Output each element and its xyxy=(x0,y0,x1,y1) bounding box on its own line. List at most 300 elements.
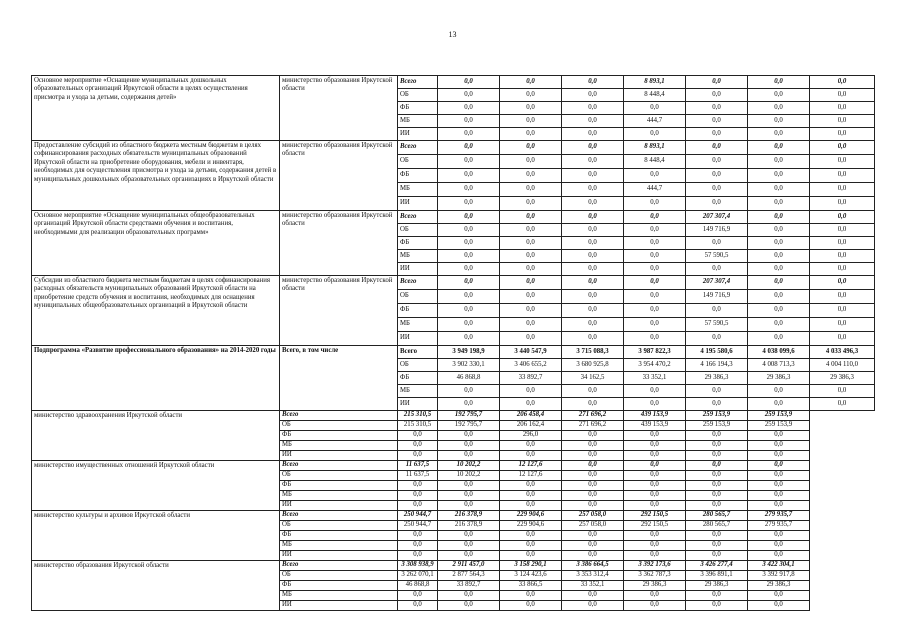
amount-cell: 0,0 xyxy=(624,197,686,211)
amount-cell: 0,0 xyxy=(438,290,500,304)
amount-cell: 0,0 xyxy=(748,89,810,102)
amount-cell: 149 716,9 xyxy=(686,224,748,237)
amount-cell: 0,0 xyxy=(810,290,875,304)
amount-cell: 0,0 xyxy=(748,541,810,551)
amount-cell: 0,0 xyxy=(438,531,500,541)
amount-cell: 0,0 xyxy=(810,115,875,128)
funding-source: Всего xyxy=(280,411,398,421)
table-row xyxy=(32,511,875,521)
amount-cell: 0,0 xyxy=(624,263,686,276)
amount-cell: 0,0 xyxy=(438,304,500,318)
amount-cell: 0,0 xyxy=(562,318,624,332)
funding-source: ИИ xyxy=(398,197,438,211)
amount-cell: 0,0 xyxy=(562,441,624,451)
amount-cell: 0,0 xyxy=(500,601,562,611)
amount-cell: 216 378,9 xyxy=(438,511,500,521)
financing-table xyxy=(31,75,875,611)
amount-cell: 0,0 xyxy=(438,501,500,511)
table-row xyxy=(32,461,875,471)
amount-cell: 0,0 xyxy=(500,398,562,411)
amount-cell: 0,0 xyxy=(748,332,810,346)
funding-source: ФБ xyxy=(398,304,438,318)
amount-cell: 0,0 xyxy=(624,398,686,411)
amount-cell: 46 868,8 xyxy=(398,581,438,591)
activity-name: Основное мероприятие «Оснащение муниципальных дошкольных образовательных организаций Иркутской области в целях осуществления присмотра и ухода за детьми, содержания детей» xyxy=(32,76,280,141)
amount-cell: 0,0 xyxy=(686,461,748,471)
amount-cell: 0,0 xyxy=(748,591,810,601)
amount-cell: 0,0 xyxy=(500,531,562,541)
amount-cell: 0,0 xyxy=(624,237,686,250)
amount-cell: 0,0 xyxy=(562,491,624,501)
amount-cell: 0,0 xyxy=(686,263,748,276)
responsible-executor: Всего, в том числе xyxy=(280,346,398,411)
amount-cell: 0,0 xyxy=(748,115,810,128)
table-row xyxy=(32,346,875,359)
amount-cell: 0,0 xyxy=(438,451,500,461)
funding-source: МБ xyxy=(280,441,398,451)
amount-cell: 250 944,7 xyxy=(398,511,438,521)
amount-cell: 0,0 xyxy=(398,491,438,501)
funding-source: ФБ xyxy=(398,102,438,115)
amount-cell: 3 715 088,3 xyxy=(562,346,624,359)
funding-source: ОБ xyxy=(280,421,398,431)
amount-cell: 206 162,4 xyxy=(500,421,562,431)
responsible-executor: министерство образования Иркутской области xyxy=(280,76,398,141)
amount-cell: 0,0 xyxy=(748,276,810,290)
responsible-executor: министерство здравоохранения Иркутской области xyxy=(32,411,280,461)
amount-cell: 0,0 xyxy=(438,183,500,197)
responsible-executor: министерство образования Иркутской области xyxy=(280,141,398,211)
funding-source: ИИ xyxy=(398,263,438,276)
amount-cell: 0,0 xyxy=(562,431,624,441)
activity-name: Предоставление субсидий из областного бюджета местным бюджетам в целях софинансирования расходных обязательств муниципальных образований Иркутской области на приобретение оборудования, мебели и инвентаря, необходимых для осуществления присмотра и ухода за детьми, содержания детей в муниципальных дошкольных образовательных организациях в Иркутской области xyxy=(32,141,280,211)
amount-cell: 0,0 xyxy=(562,263,624,276)
amount-cell: 0,0 xyxy=(500,102,562,115)
amount-cell: 0,0 xyxy=(624,211,686,224)
amount-cell: 0,0 xyxy=(438,224,500,237)
amount-cell: 3 308 938,9 xyxy=(398,561,438,571)
amount-cell: 0,0 xyxy=(624,531,686,541)
amount-cell: 0,0 xyxy=(562,76,624,89)
amount-cell: 0,0 xyxy=(810,263,875,276)
amount-cell: 0,0 xyxy=(438,276,500,290)
amount-cell: 0,0 xyxy=(686,385,748,398)
amount-cell: 0,0 xyxy=(686,531,748,541)
amount-cell: 0,0 xyxy=(562,290,624,304)
amount-cell: 0,0 xyxy=(686,451,748,461)
funding-source: ИИ xyxy=(398,128,438,141)
amount-cell: 0,0 xyxy=(748,318,810,332)
amount-cell: 0,0 xyxy=(500,211,562,224)
amount-cell: 0,0 xyxy=(562,385,624,398)
amount-cell: 10 202,2 xyxy=(438,471,500,481)
amount-cell: 0,0 xyxy=(398,601,438,611)
amount-cell: 0,0 xyxy=(686,551,748,561)
responsible-executor: министерство имущественных отношений Иркутской области xyxy=(32,461,280,511)
amount-cell: 0,0 xyxy=(624,276,686,290)
amount-cell: 0,0 xyxy=(500,304,562,318)
amount-cell: 0,0 xyxy=(624,431,686,441)
funding-source: Всего xyxy=(398,276,438,290)
responsible-executor: министерство образования Иркутской области xyxy=(32,561,280,611)
amount-cell: 4 195 580,6 xyxy=(686,346,748,359)
amount-cell: 0,0 xyxy=(748,290,810,304)
amount-cell: 29 386,3 xyxy=(686,581,748,591)
amount-cell: 0,0 xyxy=(500,169,562,183)
amount-cell: 11 637,5 xyxy=(398,461,438,471)
amount-cell: 0,0 xyxy=(398,481,438,491)
funding-source: Всего xyxy=(398,211,438,224)
amount-cell: 0,0 xyxy=(500,183,562,197)
amount-cell: 0,0 xyxy=(562,128,624,141)
amount-cell: 259 153,9 xyxy=(748,421,810,431)
amount-cell: 0,0 xyxy=(686,89,748,102)
amount-cell: 12 127,6 xyxy=(500,461,562,471)
amount-cell: 0,0 xyxy=(748,501,810,511)
amount-cell: 0,0 xyxy=(624,169,686,183)
amount-cell: 8 893,1 xyxy=(624,141,686,155)
amount-cell: 0,0 xyxy=(624,491,686,501)
amount-cell: 2 877 564,3 xyxy=(438,571,500,581)
amount-cell: 0,0 xyxy=(562,501,624,511)
amount-cell: 3 353 312,4 xyxy=(562,571,624,581)
amount-cell: 0,0 xyxy=(748,250,810,263)
amount-cell: 444,7 xyxy=(624,183,686,197)
funding-source: МБ xyxy=(280,591,398,601)
amount-cell: 0,0 xyxy=(500,385,562,398)
amount-cell: 0,0 xyxy=(810,89,875,102)
amount-cell: 0,0 xyxy=(810,102,875,115)
amount-cell: 0,0 xyxy=(686,332,748,346)
amount-cell: 0,0 xyxy=(438,541,500,551)
amount-cell: 0,0 xyxy=(686,102,748,115)
amount-cell: 29 386,3 xyxy=(810,372,875,385)
amount-cell: 0,0 xyxy=(562,531,624,541)
funding-source: ФБ xyxy=(280,481,398,491)
amount-cell: 271 696,2 xyxy=(562,421,624,431)
amount-cell: 0,0 xyxy=(686,591,748,601)
activity-name: Основное мероприятие «Оснащение муниципальных общеобразовательных организаций Иркутской области средствами обучения и воспитания, необходимыми для реализации образовательных программ» xyxy=(32,211,280,276)
funding-source: ИИ xyxy=(398,332,438,346)
amount-cell: 4 038 099,6 xyxy=(748,346,810,359)
amount-cell: 3 262 070,1 xyxy=(398,571,438,581)
amount-cell: 0,0 xyxy=(500,89,562,102)
amount-cell: 0,0 xyxy=(562,451,624,461)
amount-cell: 292 150,5 xyxy=(624,511,686,521)
amount-cell: 0,0 xyxy=(562,541,624,551)
amount-cell: 3 158 290,1 xyxy=(500,561,562,571)
amount-cell: 0,0 xyxy=(810,237,875,250)
amount-cell: 0,0 xyxy=(438,211,500,224)
amount-cell: 0,0 xyxy=(500,128,562,141)
funding-source: Всего xyxy=(398,346,438,359)
amount-cell: 0,0 xyxy=(748,471,810,481)
amount-cell: 0,0 xyxy=(624,385,686,398)
amount-cell: 12 127,6 xyxy=(500,471,562,481)
amount-cell: 0,0 xyxy=(562,250,624,263)
amount-cell: 0,0 xyxy=(562,197,624,211)
amount-cell: 215 310,5 xyxy=(398,411,438,421)
amount-cell: 29 386,3 xyxy=(686,372,748,385)
funding-source: ФБ xyxy=(280,431,398,441)
amount-cell: 271 696,2 xyxy=(562,411,624,421)
amount-cell: 0,0 xyxy=(748,128,810,141)
funding-source: ОБ xyxy=(398,155,438,169)
amount-cell: 259 153,9 xyxy=(686,421,748,431)
amount-cell: 0,0 xyxy=(686,541,748,551)
amount-cell: 0,0 xyxy=(686,471,748,481)
amount-cell: 0,0 xyxy=(438,169,500,183)
amount-cell: 0,0 xyxy=(810,141,875,155)
funding-source: ОБ xyxy=(280,571,398,581)
amount-cell: 3 426 277,4 xyxy=(686,561,748,571)
amount-cell: 439 153,9 xyxy=(624,421,686,431)
amount-cell: 0,0 xyxy=(398,551,438,561)
amount-cell: 46 868,8 xyxy=(438,372,500,385)
amount-cell: 0,0 xyxy=(810,318,875,332)
amount-cell: 0,0 xyxy=(562,601,624,611)
amount-cell: 0,0 xyxy=(562,461,624,471)
amount-cell: 0,0 xyxy=(810,304,875,318)
amount-cell: 0,0 xyxy=(810,332,875,346)
amount-cell: 0,0 xyxy=(438,237,500,250)
amount-cell: 3 422 304,1 xyxy=(748,561,810,571)
amount-cell: 206 458,4 xyxy=(500,411,562,421)
amount-cell: 0,0 xyxy=(748,431,810,441)
page-number: 13 xyxy=(448,30,457,39)
amount-cell: 0,0 xyxy=(624,471,686,481)
amount-cell: 8 448,4 xyxy=(624,155,686,169)
amount-cell: 8 893,1 xyxy=(624,76,686,89)
funding-source: ИИ xyxy=(398,398,438,411)
amount-cell: 4 166 194,3 xyxy=(686,359,748,372)
amount-cell: 33 352,1 xyxy=(562,581,624,591)
amount-cell: 0,0 xyxy=(748,551,810,561)
amount-cell: 3 440 547,9 xyxy=(500,346,562,359)
amount-cell: 0,0 xyxy=(562,141,624,155)
amount-cell: 0,0 xyxy=(500,250,562,263)
funding-source: Всего xyxy=(398,76,438,89)
amount-cell: 0,0 xyxy=(748,155,810,169)
amount-cell: 0,0 xyxy=(562,591,624,601)
amount-cell: 4 008 713,3 xyxy=(748,359,810,372)
amount-cell: 207 307,4 xyxy=(686,276,748,290)
amount-cell: 0,0 xyxy=(810,197,875,211)
amount-cell: 0,0 xyxy=(500,501,562,511)
amount-cell: 0,0 xyxy=(624,332,686,346)
amount-cell: 0,0 xyxy=(562,169,624,183)
amount-cell: 0,0 xyxy=(624,128,686,141)
amount-cell: 3 902 330,1 xyxy=(438,359,500,372)
amount-cell: 0,0 xyxy=(438,385,500,398)
amount-cell: 0,0 xyxy=(500,591,562,601)
funding-source: ИИ xyxy=(280,601,398,611)
amount-cell: 3 949 198,9 xyxy=(438,346,500,359)
funding-source: МБ xyxy=(398,115,438,128)
amount-cell: 0,0 xyxy=(748,224,810,237)
amount-cell: 280 565,7 xyxy=(686,511,748,521)
amount-cell: 3 406 655,2 xyxy=(500,359,562,372)
amount-cell: 57 590,5 xyxy=(686,250,748,263)
amount-cell: 0,0 xyxy=(438,197,500,211)
amount-cell: 0,0 xyxy=(500,332,562,346)
amount-cell: 0,0 xyxy=(748,398,810,411)
amount-cell: 192 795,7 xyxy=(438,411,500,421)
amount-cell: 0,0 xyxy=(686,197,748,211)
amount-cell: 0,0 xyxy=(562,304,624,318)
amount-cell: 0,0 xyxy=(686,237,748,250)
amount-cell: 0,0 xyxy=(686,441,748,451)
amount-cell: 0,0 xyxy=(398,431,438,441)
amount-cell: 0,0 xyxy=(438,76,500,89)
amount-cell: 216 378,9 xyxy=(438,521,500,531)
amount-cell: 0,0 xyxy=(748,183,810,197)
funding-source: ФБ xyxy=(398,169,438,183)
funding-source: ИИ xyxy=(280,451,398,461)
funding-source: ОБ xyxy=(398,224,438,237)
amount-cell: 3 987 822,3 xyxy=(624,346,686,359)
amount-cell: 0,0 xyxy=(686,601,748,611)
amount-cell: 0,0 xyxy=(500,290,562,304)
amount-cell: 4 004 110,0 xyxy=(810,359,875,372)
amount-cell: 8 448,4 xyxy=(624,89,686,102)
funding-source: ОБ xyxy=(398,359,438,372)
amount-cell: 0,0 xyxy=(624,441,686,451)
responsible-executor: министерство образования Иркутской области xyxy=(280,211,398,276)
amount-cell: 0,0 xyxy=(398,441,438,451)
amount-cell: 0,0 xyxy=(562,89,624,102)
amount-cell: 0,0 xyxy=(748,197,810,211)
amount-cell: 0,0 xyxy=(686,169,748,183)
amount-cell: 0,0 xyxy=(500,551,562,561)
amount-cell: 0,0 xyxy=(810,398,875,411)
amount-cell: 0,0 xyxy=(624,318,686,332)
amount-cell: 0,0 xyxy=(562,155,624,169)
amount-cell: 0,0 xyxy=(748,481,810,491)
amount-cell: 0,0 xyxy=(562,398,624,411)
table-row xyxy=(32,276,875,290)
amount-cell: 0,0 xyxy=(624,250,686,263)
funding-source: МБ xyxy=(398,385,438,398)
amount-cell: 0,0 xyxy=(748,169,810,183)
funding-source: ФБ xyxy=(280,581,398,591)
amount-cell: 0,0 xyxy=(500,441,562,451)
amount-cell: 0,0 xyxy=(686,183,748,197)
amount-cell: 0,0 xyxy=(562,551,624,561)
funding-source: Всего xyxy=(280,461,398,471)
amount-cell: 0,0 xyxy=(686,141,748,155)
amount-cell: 0,0 xyxy=(438,398,500,411)
amount-cell: 34 162,5 xyxy=(562,372,624,385)
amount-cell: 207 307,4 xyxy=(686,211,748,224)
amount-cell: 0,0 xyxy=(748,601,810,611)
amount-cell: 29 386,3 xyxy=(748,372,810,385)
amount-cell: 3 396 891,1 xyxy=(686,571,748,581)
amount-cell: 0,0 xyxy=(438,431,500,441)
amount-cell: 0,0 xyxy=(810,224,875,237)
amount-cell: 0,0 xyxy=(500,155,562,169)
amount-cell: 0,0 xyxy=(748,441,810,451)
amount-cell: 192 795,7 xyxy=(438,421,500,431)
amount-cell: 3 954 470,2 xyxy=(624,359,686,372)
amount-cell: 3 386 664,5 xyxy=(562,561,624,571)
funding-source: ОБ xyxy=(398,89,438,102)
amount-cell: 0,0 xyxy=(624,541,686,551)
funding-source: Всего xyxy=(280,561,398,571)
amount-cell: 0,0 xyxy=(438,318,500,332)
funding-source: ОБ xyxy=(280,521,398,531)
amount-cell: 215 310,5 xyxy=(398,421,438,431)
amount-cell: 0,0 xyxy=(748,141,810,155)
table-row xyxy=(32,561,875,571)
amount-cell: 0,0 xyxy=(624,451,686,461)
amount-cell: 0,0 xyxy=(500,224,562,237)
amount-cell: 296,0 xyxy=(500,431,562,441)
amount-cell: 10 202,2 xyxy=(438,461,500,471)
amount-cell: 11 637,5 xyxy=(398,471,438,481)
amount-cell: 0,0 xyxy=(810,169,875,183)
amount-cell: 0,0 xyxy=(500,141,562,155)
amount-cell: 0,0 xyxy=(686,115,748,128)
amount-cell: 0,0 xyxy=(438,551,500,561)
amount-cell: 0,0 xyxy=(624,304,686,318)
amount-cell: 0,0 xyxy=(562,481,624,491)
funding-source: МБ xyxy=(398,250,438,263)
amount-cell: 0,0 xyxy=(562,183,624,197)
amount-cell: 0,0 xyxy=(500,115,562,128)
amount-cell: 2 911 457,0 xyxy=(438,561,500,571)
amount-cell: 0,0 xyxy=(438,491,500,501)
funding-source: Всего xyxy=(398,141,438,155)
amount-cell: 257 058,0 xyxy=(562,521,624,531)
amount-cell: 0,0 xyxy=(398,541,438,551)
amount-cell: 0,0 xyxy=(500,197,562,211)
amount-cell: 0,0 xyxy=(398,531,438,541)
amount-cell: 444,7 xyxy=(624,115,686,128)
funding-source: ОБ xyxy=(398,290,438,304)
table-row xyxy=(32,211,875,224)
amount-cell: 0,0 xyxy=(438,155,500,169)
amount-cell: 0,0 xyxy=(686,304,748,318)
amount-cell: 0,0 xyxy=(686,491,748,501)
funding-source: ФБ xyxy=(398,372,438,385)
amount-cell: 0,0 xyxy=(810,155,875,169)
amount-cell: 0,0 xyxy=(810,250,875,263)
amount-cell: 257 058,0 xyxy=(562,511,624,521)
amount-cell: 0,0 xyxy=(810,128,875,141)
amount-cell: 0,0 xyxy=(748,211,810,224)
amount-cell: 259 153,9 xyxy=(686,411,748,421)
amount-cell: 0,0 xyxy=(748,491,810,501)
amount-cell: 0,0 xyxy=(748,304,810,318)
amount-cell: 0,0 xyxy=(810,385,875,398)
amount-cell: 0,0 xyxy=(438,263,500,276)
amount-cell: 0,0 xyxy=(748,531,810,541)
amount-cell: 3 124 423,6 xyxy=(500,571,562,581)
amount-cell: 0,0 xyxy=(500,263,562,276)
amount-cell: 0,0 xyxy=(562,471,624,481)
amount-cell: 0,0 xyxy=(624,551,686,561)
amount-cell: 0,0 xyxy=(748,237,810,250)
amount-cell: 0,0 xyxy=(686,76,748,89)
amount-cell: 0,0 xyxy=(810,76,875,89)
amount-cell: 279 935,7 xyxy=(748,511,810,521)
amount-cell: 0,0 xyxy=(748,102,810,115)
amount-cell: 0,0 xyxy=(500,451,562,461)
table-row xyxy=(32,411,875,421)
amount-cell: 33 892,7 xyxy=(500,372,562,385)
amount-cell: 3 680 925,8 xyxy=(562,359,624,372)
